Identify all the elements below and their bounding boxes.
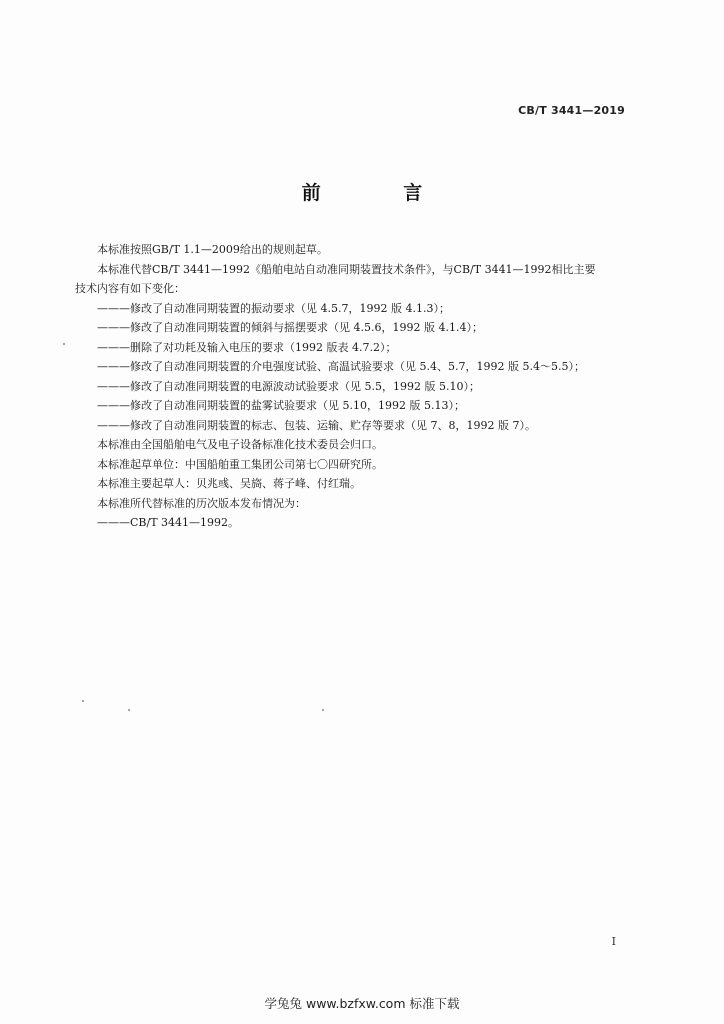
foreword-body xyxy=(75,240,640,533)
paragraph-drafters: 本标准主要起草人：贝兆彧、吴旖、蒋子峰、付红瑞。 xyxy=(97,477,361,490)
paragraph-replaces-continued: 技术内容有如下变化： xyxy=(75,282,185,295)
paragraph-replaces: 本标准代替CB/T 3441—1992《船舶电站自动准同期装置技术条件》，与CB/T 3441—1992相比主要 xyxy=(97,262,596,276)
scan-speck xyxy=(322,709,324,711)
paragraph-drafting-rule: 本标准按照GB/T 1.1—2009给出的规则起草。 xyxy=(97,243,328,256)
change-item: ———删除了对功耗及输入电压的要求（1992 版表 4.7.2）； xyxy=(97,340,397,354)
change-item: ———修改了自动准同期装置的振动要求（见 4.5.7，1992 版 4.1.3）； xyxy=(97,301,450,315)
footer-watermark: 学兔兔 www.bzfxw.com 标准下载 xyxy=(264,996,460,1011)
paragraph-drafting-unit: 本标准起草单位：中国船舶重工集团公司第七〇四研究所。 xyxy=(97,457,383,471)
change-item: ———修改了自动准同期装置的电源波动试验要求（见 5.5，1992 版 5.10）； xyxy=(97,379,480,393)
history-item: ———CB/T 3441—1992。 xyxy=(97,516,240,529)
change-item: ———修改了自动准同期装置的介电强度试验、高温试验要求（见 5.4、5.7，1992 版 5.4～5.5）； xyxy=(97,360,585,373)
change-item: ———修改了自动准同期装置的标志、包装、运输、贮存等要求（见 7、8，1992 版 7）。 xyxy=(97,418,536,432)
change-item: ———修改了自动准同期装置的盐雾试验要求（见 5.10，1992 版 5.13）； xyxy=(97,399,465,412)
paragraph-history: 本标准所代替标准的历次版本发布情况为： xyxy=(97,496,306,510)
scan-speck xyxy=(63,343,65,345)
page-title: 前 言 xyxy=(301,182,461,204)
paragraph-committee: 本标准由全国船舶电气及电子设备标准化技术委员会归口。 xyxy=(97,438,383,451)
page-number: I xyxy=(611,935,616,948)
scan-speck xyxy=(82,700,84,702)
standard-code: CB/T 3441—2019 xyxy=(518,104,625,117)
scan-speck xyxy=(128,709,130,711)
change-item: ———修改了自动准同期装置的倾斜与摇摆要求（见 4.5.6，1992 版 4.1.4）； xyxy=(97,321,483,334)
